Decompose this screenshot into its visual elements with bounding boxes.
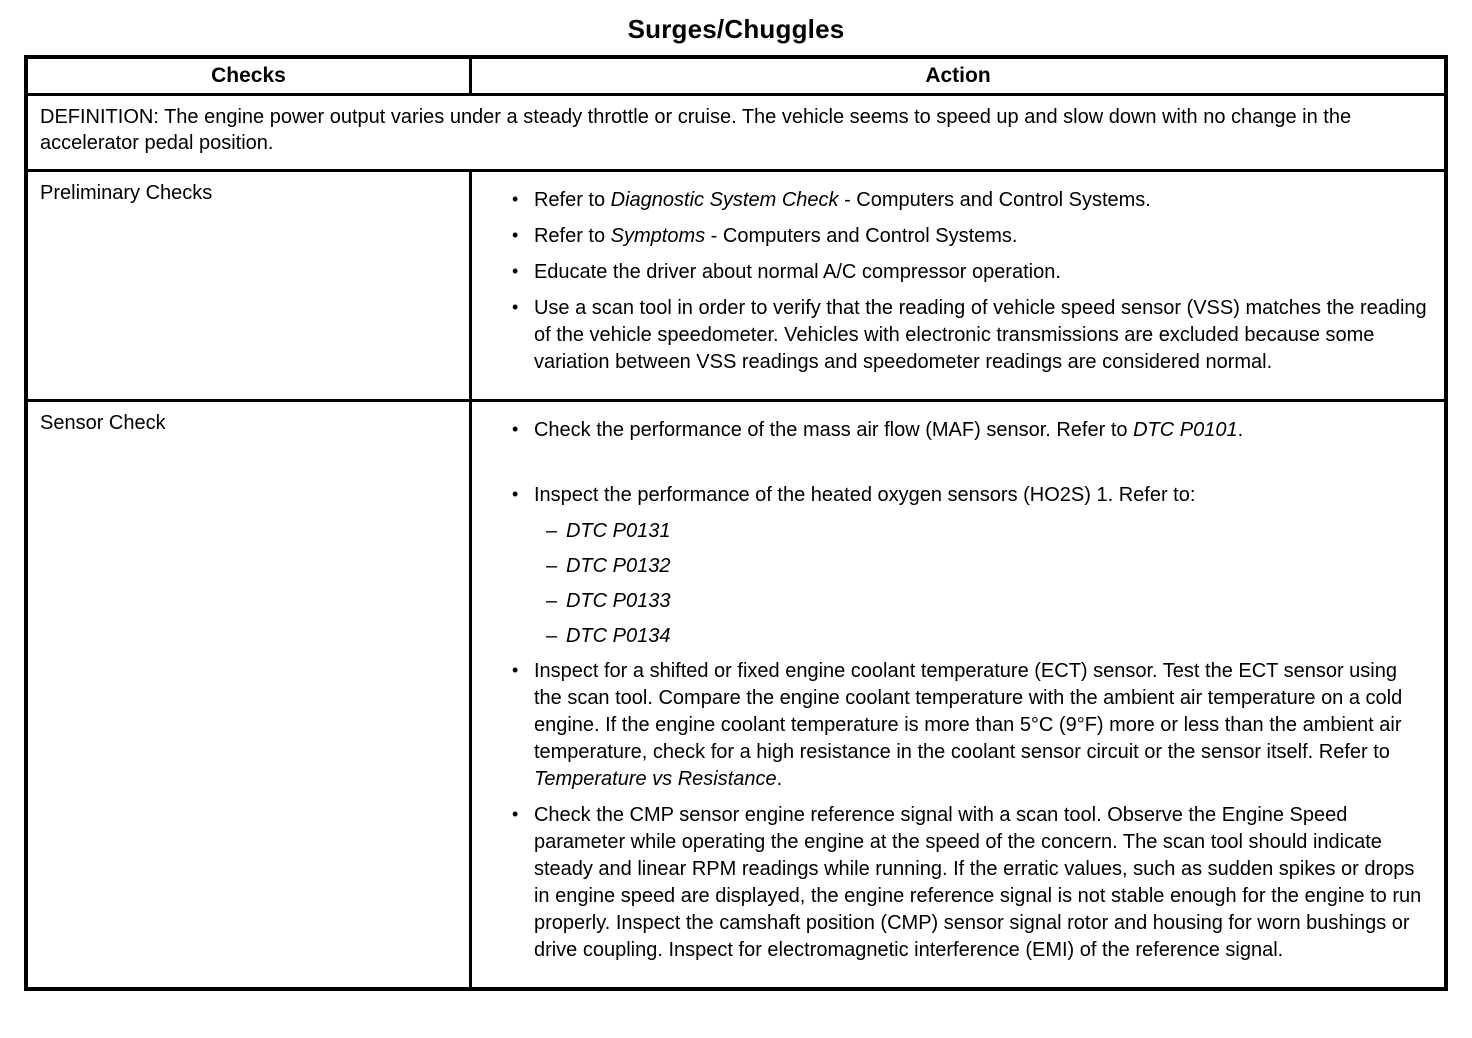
table-row	[26, 400, 1446, 989]
action-cell	[470, 400, 1446, 989]
action-text: Inspect for a shifted or fixed engine coolant temperature (ECT) sensor. Test the ECT sensor using the scan tool. Compare the engine coolant temperature with the ambient air temperature on a cold engine. If the engine coolant temperature is more than 5°C (9°F) more or less than the ambient air temperature, check for a high resistance in the coolant sensor circuit or the sensor itself. Refer to Temperature vs Resistance.	[533, 659, 1403, 790]
action-bullet-item	[512, 802, 1428, 964]
bullet-icon: •	[511, 418, 519, 439]
action-text: Use a scan tool in order to verify that the reading of vehicle speed sensor (VSS) matches the reading of the vehicle speedometer. Vehicles with electronic transmissions are excluded because some variation between VSS readings and speedometer readings are considered normal.	[533, 296, 1427, 373]
definition-cell: DEFINITION: The engine power output varies under a steady throttle or cruise. The vehicle seems to speed up and slow down with no change in the accelerator pedal position.	[26, 95, 1446, 171]
check-cell: Preliminary Checks	[26, 170, 470, 400]
action-text: DTC P0134	[565, 624, 671, 647]
action-dash-item	[546, 588, 1428, 615]
action-bullet-item	[512, 417, 1428, 444]
bullet-icon: •	[511, 483, 519, 504]
page-title: Surges/Chuggles	[627, 14, 845, 44]
definition-row	[26, 95, 1446, 171]
action-text: Refer to Diagnostic System Check - Computers and Control Systems.	[533, 188, 1151, 211]
action-bullet-item	[512, 259, 1428, 286]
action-cell	[470, 170, 1446, 400]
bullet-icon: •	[511, 296, 519, 317]
action-bullet-item	[512, 223, 1428, 250]
bullet-icon: •	[511, 803, 519, 824]
bullet-icon: •	[511, 224, 519, 245]
action-dash-item	[546, 623, 1428, 650]
table-body	[26, 170, 1446, 989]
table-row	[26, 170, 1446, 400]
bullet-icon: •	[511, 659, 519, 680]
action-text: DTC P0133	[565, 589, 671, 612]
bullet-icon: •	[511, 260, 519, 281]
action-bullet-item	[512, 658, 1428, 793]
action-bullet-item	[512, 295, 1428, 376]
diagnostic-table	[24, 55, 1448, 991]
table-header-row	[26, 57, 1446, 95]
action-dash-item	[546, 518, 1428, 545]
action-text: DTC P0131	[565, 519, 671, 542]
action-dash-item	[546, 553, 1428, 580]
column-header-action: Action	[470, 57, 1446, 95]
column-header-checks: Checks	[26, 57, 470, 95]
dash-icon: –	[545, 554, 558, 577]
dash-icon: –	[545, 519, 558, 542]
action-text: Check the CMP sensor engine reference signal with a scan tool. Observe the Engine Speed parameter while operating the engine at the speed of the concern. The scan tool should indicate steady and linear RPM readings while running. If the erratic values, such as sudden spikes or drops in engine speed are displayed, the engine reference signal is not stable enough for the engine to run properly. Inspect the camshaft position (CMP) sensor signal rotor and housing for worn bushings or drive coupling. Inspect for electromagnetic interference (EMI) of the reference signal.	[533, 803, 1422, 961]
dash-icon: –	[545, 624, 558, 647]
action-text: Educate the driver about normal A/C compressor operation.	[533, 260, 1061, 283]
action-text: Refer to Symptoms - Computers and Control Systems.	[533, 224, 1018, 247]
bullet-icon: •	[511, 188, 519, 209]
check-cell: Sensor Check	[26, 400, 470, 989]
dash-icon: –	[545, 589, 558, 612]
action-text: Inspect the performance of the heated oxygen sensors (HO2S) 1. Refer to:	[533, 483, 1196, 506]
action-text: DTC P0132	[565, 554, 671, 577]
action-text: Check the performance of the mass air flow (MAF) sensor. Refer to DTC P0101.	[533, 418, 1244, 441]
action-bullet-item	[512, 482, 1428, 509]
action-bullet-item	[512, 187, 1428, 214]
